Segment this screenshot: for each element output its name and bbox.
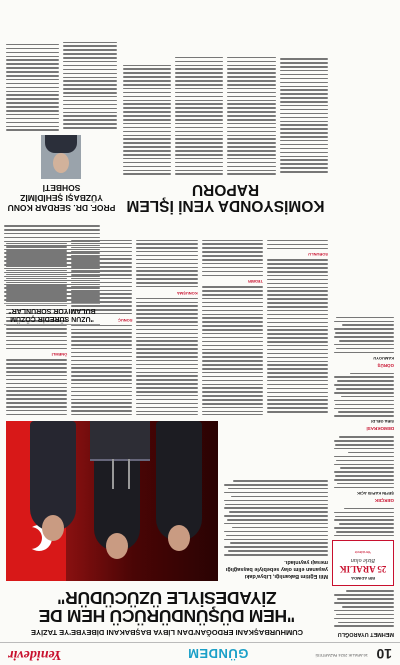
body-subheading: TEDBİR bbox=[247, 279, 263, 285]
issue-date: 16 ARALIK 2024 PAZARTESİ bbox=[315, 653, 368, 658]
third-story-headline: PROF. DR. SERDAR KONU YÜZBAŞI ŞEHİDİMİZ SOHBETİ bbox=[7, 183, 116, 213]
body-text bbox=[123, 57, 328, 175]
page-number: 10 bbox=[376, 646, 392, 662]
quote-headline: "UZUN SÜREDİR ÇÖZÜM BULAMIYOR SORUNLAR" bbox=[4, 303, 100, 325]
portrait-head bbox=[54, 153, 70, 173]
person-head bbox=[42, 515, 64, 541]
brief-item bbox=[334, 356, 394, 368]
news-photo bbox=[6, 421, 218, 581]
microphone-graphic bbox=[112, 459, 114, 489]
body-subheading: ÖNEMLİ bbox=[51, 352, 68, 358]
crescent-cut-graphic bbox=[20, 527, 42, 549]
promo-kicker: BİR ADIMDA bbox=[351, 576, 375, 582]
body-subheading: SONUÇ bbox=[117, 317, 133, 323]
person-head bbox=[168, 525, 190, 551]
brief-label: DEMOKRASİ bbox=[366, 426, 394, 432]
left-text-block bbox=[334, 317, 394, 354]
left-column-heading: MEHMET UYAROĞLU bbox=[337, 631, 394, 637]
brief-label: GERÇEK bbox=[374, 497, 394, 503]
left-text-block bbox=[334, 373, 394, 417]
promo-subtitle: Bizle olun bbox=[350, 557, 376, 564]
body-text bbox=[267, 259, 328, 412]
third-story bbox=[6, 7, 117, 213]
brief-item bbox=[334, 491, 394, 503]
portrait-body bbox=[46, 135, 78, 153]
third-story-body bbox=[6, 11, 117, 131]
microphone-graphic bbox=[128, 459, 130, 489]
main-kicker: CUMHURBAŞKANI ERDOĞAN'DAN LİBYA BAŞBAKANI DİBEYBE'YE TAZİYE bbox=[30, 628, 304, 637]
brief-item bbox=[334, 419, 394, 431]
lead-text: Mili Eğitim Bakanlığı, Libya'daki yaşanan elim olay sebebiyle başsağlığı mesajı yayınladı. bbox=[225, 559, 328, 579]
brief-title: SIRA GELDİ bbox=[371, 419, 394, 425]
brief-title: KAMUOYU bbox=[373, 355, 394, 361]
brief-label: GÖRÜŞ bbox=[377, 362, 394, 368]
second-story-headline: KOMİSYONDA YENİ İŞLEM RAPORU bbox=[126, 181, 325, 214]
body-text bbox=[6, 40, 117, 131]
quote-body bbox=[4, 225, 100, 300]
lectern-graphic bbox=[90, 421, 150, 461]
section-title: GÜNDEM bbox=[187, 646, 249, 662]
promo-date: 25 ARALIK bbox=[339, 564, 387, 575]
left-text-block bbox=[334, 590, 394, 627]
person-head bbox=[106, 533, 128, 559]
lead-body-text bbox=[224, 480, 328, 555]
masthead bbox=[0, 642, 400, 665]
left-column bbox=[334, 7, 394, 637]
second-story bbox=[123, 7, 328, 213]
quote-box bbox=[4, 223, 100, 325]
left-text-block bbox=[334, 436, 394, 488]
second-story-body bbox=[123, 7, 328, 175]
left-text-block bbox=[334, 508, 394, 537]
main-lead bbox=[224, 478, 328, 579]
portrait-photo bbox=[42, 135, 82, 179]
brand-logo: Yenidevir bbox=[8, 647, 62, 662]
promo-brand: Yenidevir bbox=[354, 550, 372, 556]
brief-title: ŞEFİN KAPISI AÇIK bbox=[357, 490, 394, 496]
person-figure bbox=[156, 421, 202, 541]
body-subheading: KONUŞMA bbox=[176, 290, 198, 296]
body-subheading: SORUNLU bbox=[308, 252, 328, 258]
main-headline: "HEM DÜŞÜNDÜRÜCÜ HEM DE ZİYADESİYLE ÜZÜCÜDÜR" bbox=[38, 588, 296, 626]
promo-box bbox=[332, 540, 394, 586]
